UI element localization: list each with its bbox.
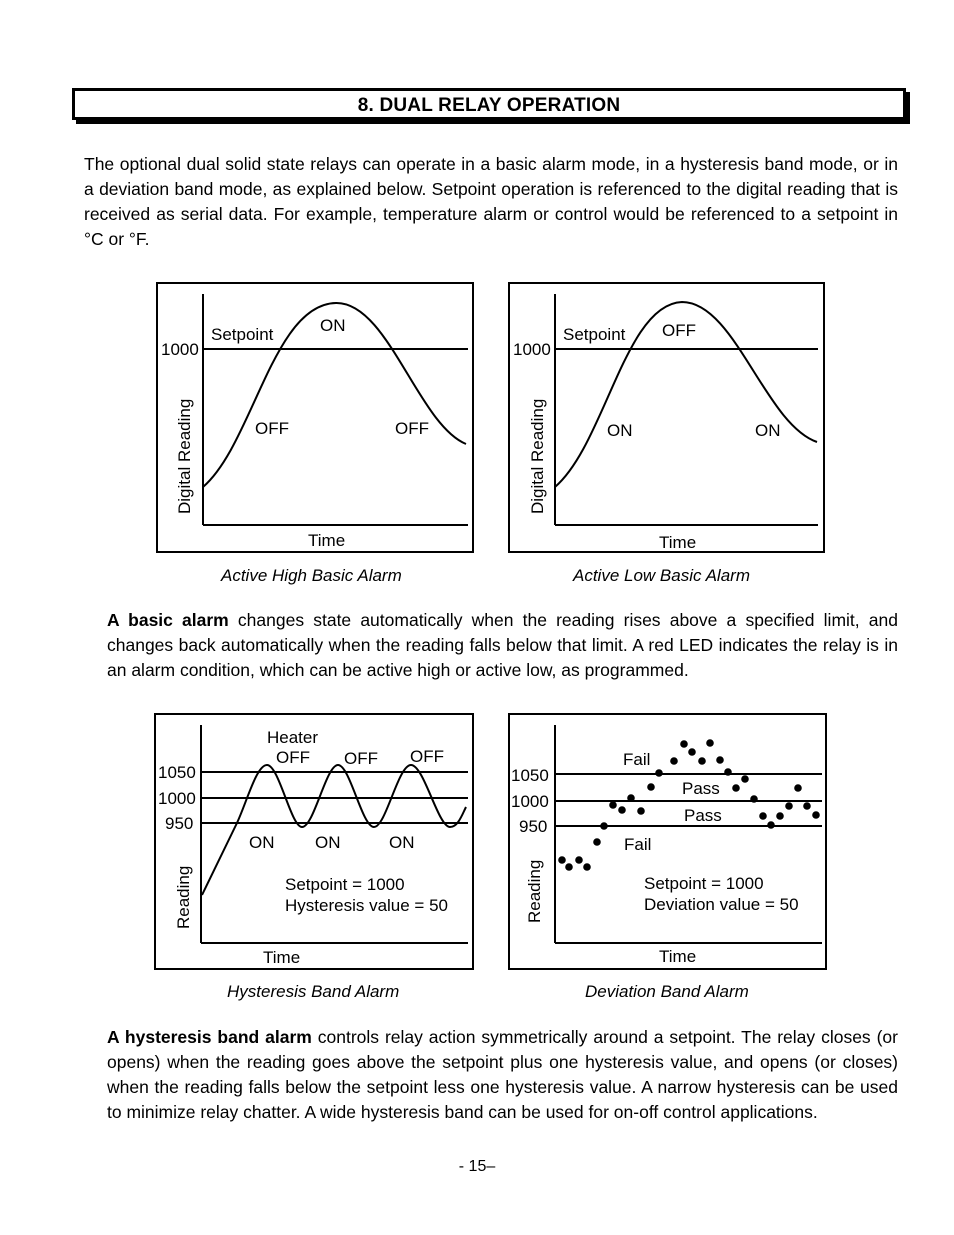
hysteresis-alarm-paragraph [107,1025,898,1125]
reading-dot [637,807,645,815]
deviation-value-text: Deviation value = 50 [644,895,799,914]
reading-dot [732,784,740,792]
reading-dots [558,739,820,871]
fail-bottom-label: Fail [624,835,652,854]
off-label-2: OFF [344,749,378,768]
caption-deviation: Deviation Band Alarm [585,982,749,1001]
x-axis-label: Time [263,948,301,967]
reading-dot [767,821,775,829]
level-low-value: 950 [519,817,548,836]
pass-bottom-label: Pass [684,806,722,825]
active-low-diagram [510,284,827,555]
reading-dot [627,794,635,802]
reading-dot [785,802,793,810]
reading-dot [680,740,688,748]
reading-dot [716,756,724,764]
reading-dot [776,812,784,820]
reading-dot [794,784,802,792]
section-header [72,88,906,120]
state-left-label: OFF [255,419,289,438]
heater-label: Heater [267,728,319,747]
reading-dot [750,795,758,803]
on-label-3: ON [389,833,415,852]
setpoint-text: Setpoint = 1000 [644,874,764,893]
setpoint-value: 1000 [513,340,551,359]
state-right-label: OFF [395,419,429,438]
reading-dot [655,769,663,777]
active-high-diagram [158,284,476,555]
intro-paragraph: The optional dual solid state relays can operate in a basic alarm mode, in a hysteresis band mode, or in a deviation band mode, as explained below. Setpoint operation is referenced to the digital reading that is received as serial data. For example, temperature alarm or control would be referenced to a setpoint in °C or °F. [84,154,898,249]
level-high-value: 1050 [511,766,549,785]
caption-hysteresis: Hysteresis Band Alarm [227,982,400,1001]
level-low-value: 950 [165,814,194,833]
y-axis-label: Digital Reading [175,398,194,514]
state-top-label: ON [320,316,346,335]
reading-dot [565,863,573,871]
setpoint-label: Setpoint [563,325,626,344]
on-label-2: ON [315,833,341,852]
hysteresis-alarm-term: A hysteresis band alarm [107,1027,312,1047]
fail-top-label: Fail [623,750,651,769]
reading-dot [670,757,678,765]
reading-dot [600,822,608,830]
reading-dot [647,783,655,791]
basic-alarm-paragraph [107,608,898,683]
reading-dot [618,806,626,814]
level-mid-value: 1000 [158,789,196,808]
level-mid-value: 1000 [511,792,549,811]
setpoint-text: Setpoint = 1000 [285,875,405,894]
section-title: 8. DUAL RELAY OPERATION [357,95,621,116]
x-axis-label: Time [659,947,697,966]
basic-alarm-term: A basic alarm [107,610,229,630]
page-number: - 15– [458,1158,496,1175]
reading-dot [575,856,583,864]
y-axis-label: Reading [525,859,544,923]
state-right-label: ON [755,421,781,440]
state-top-label: OFF [662,321,696,340]
level-high-value: 1050 [158,763,196,782]
deviation-diagram [510,715,829,972]
off-label-1: OFF [276,748,310,767]
reading-dot [609,801,617,809]
reading-dot [698,757,706,765]
figure-hysteresis [154,713,474,970]
state-left-label: ON [607,421,633,440]
hysteresis-diagram [156,715,476,972]
hysteresis-alarm-text: controls relay action symmetrically around a setpoint. The relay closes (or opens) when the reading goes above the setpoint plus one hysteresis value, and opens (or closes) when the reading falls below the setpoint less one hysteresis value. A narrow hysteresis can be used to minimize relay chatter. A wide hysteresis band can be used for on-off control applications. [107,1027,898,1122]
y-axis-label: Reading [174,865,193,929]
figure-deviation [508,713,827,970]
basic-alarm-text: changes state automatically when the reading rises above a specified limit, and changes back automatically when the reading falls below that limit. A red LED indicates the relay is in an alarm condition, which can be active high or active low, as programmed. [107,610,898,680]
reading-dot [812,811,820,819]
x-axis-label: Time [659,533,697,552]
setpoint-value: 1000 [161,340,199,359]
setpoint-label: Setpoint [211,325,274,344]
off-label-3: OFF [410,747,444,766]
pass-top-label: Pass [682,779,720,798]
figure-active-high [156,282,474,553]
reading-dot [803,802,811,810]
reading-dot [724,768,732,776]
caption-active-high: Active High Basic Alarm [221,566,402,585]
reading-dot [688,748,696,756]
figure-active-low [508,282,825,553]
reading-dot [593,838,601,846]
reading-dot [741,775,749,783]
reading-dot [706,739,714,747]
reading-dot [583,863,591,871]
on-label-1: ON [249,833,275,852]
hysteresis-value-text: Hysteresis value = 50 [285,896,448,915]
reading-dot [759,812,767,820]
reading-dot [558,856,566,864]
x-axis-label: Time [308,531,346,550]
caption-active-low: Active Low Basic Alarm [573,566,750,585]
y-axis-label: Digital Reading [528,398,547,514]
